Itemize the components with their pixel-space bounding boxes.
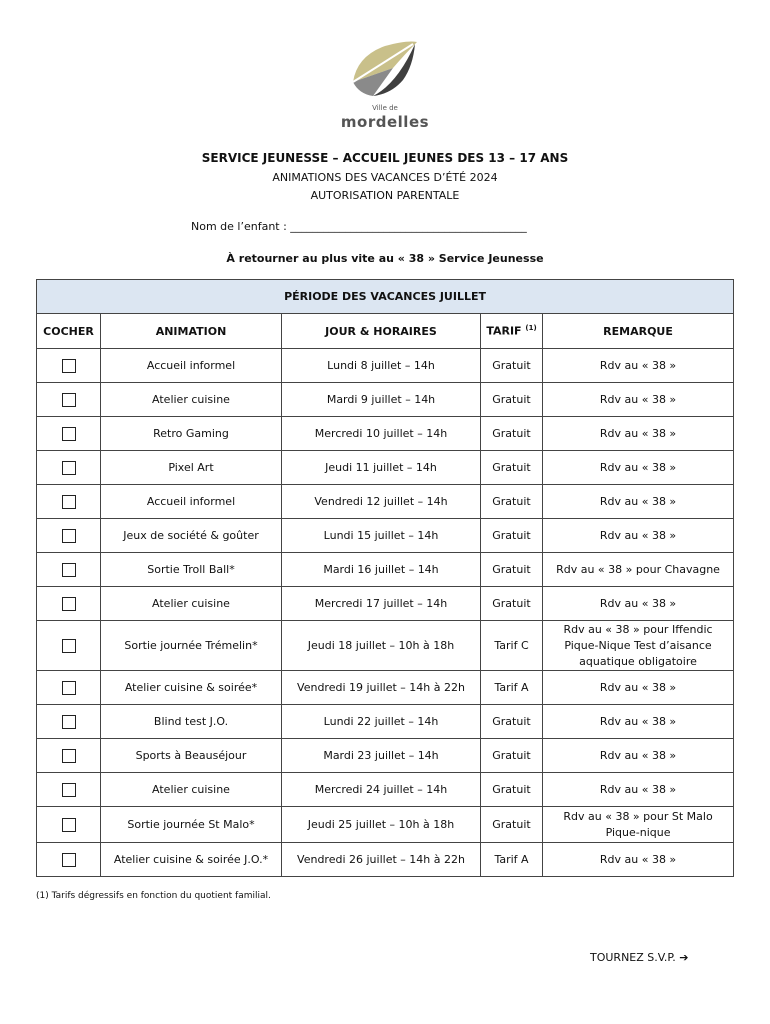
col-tarif-label: TARIF: [486, 324, 522, 338]
jour-cell: Jeudi 25 juillet – 10h à 18h: [282, 807, 481, 843]
page-title: SERVICE JEUNESSE – ACCUEIL JEUNES DES 13 – 17 ANS: [201, 151, 569, 165]
checkbox[interactable]: [62, 597, 76, 611]
remarque-line: Rdv au « 38 »: [599, 427, 677, 440]
activities-table: [36, 279, 734, 877]
table-row: [37, 621, 734, 671]
jour-cell: Lundi 8 juillet – 14h: [282, 349, 481, 383]
tarif-cell: Gratuit: [481, 587, 543, 621]
remarque-line: Rdv au « 38 »: [599, 749, 677, 762]
return-note: À retourner au plus vite au « 38 » Service Jeunesse: [226, 252, 544, 265]
col-jour: JOUR & HORAIRES: [282, 314, 481, 349]
table-row: [37, 485, 734, 519]
tarif-cell: Gratuit: [481, 519, 543, 553]
remarque-line: Rdv au « 38 »: [599, 393, 677, 406]
jour-cell: Lundi 22 juillet – 14h: [282, 705, 481, 739]
animation-cell: Jeux de société & goûter: [101, 519, 282, 553]
cocher-cell: [37, 705, 101, 739]
animation-cell: Atelier cuisine & soirée*: [101, 671, 282, 705]
leaf-logo-icon: [347, 36, 423, 102]
remarque-cell: [543, 843, 734, 877]
remarque-line: Rdv au « 38 » pour St Malo: [563, 809, 713, 823]
jour-cell: Mercredi 10 juillet – 14h: [282, 417, 481, 451]
tarif-cell: Gratuit: [481, 553, 543, 587]
remarque-cell: [543, 383, 734, 417]
table-row: [37, 553, 734, 587]
table-row: [37, 773, 734, 807]
table-row: [37, 843, 734, 877]
cocher-cell: [37, 587, 101, 621]
tarif-cell: Gratuit: [481, 705, 543, 739]
remarque-line: Rdv au « 38 »: [599, 681, 677, 694]
checkbox[interactable]: [62, 461, 76, 475]
jour-cell: Vendredi 12 juillet – 14h: [282, 485, 481, 519]
remarque-cell: [543, 519, 734, 553]
animation-cell: Atelier cuisine & soirée J.O.*: [101, 843, 282, 877]
turn-over-note: TOURNEZ S.V.P. ➔: [590, 951, 689, 964]
col-remarque: REMARQUE: [543, 314, 734, 349]
remarque-cell: [543, 417, 734, 451]
table-row: [37, 349, 734, 383]
table-row: [37, 383, 734, 417]
cocher-cell: [37, 621, 101, 671]
remarque-cell: [543, 739, 734, 773]
jour-cell: Mercredi 17 juillet – 14h: [282, 587, 481, 621]
tarif-cell: Gratuit: [481, 773, 543, 807]
tarif-footnote-mark: (1): [525, 324, 537, 333]
checkbox[interactable]: [62, 495, 76, 509]
remarque-line: aquatique obligatoire: [579, 654, 697, 668]
cocher-cell: [37, 451, 101, 485]
child-name-field[interactable]: Nom de l’enfant : ___________________________________________: [191, 220, 527, 233]
remarque-cell: [543, 705, 734, 739]
footnote: (1) Tarifs dégressifs en fonction du quotient familial.: [36, 891, 271, 901]
table-row: [37, 739, 734, 773]
tarif-cell: Gratuit: [481, 739, 543, 773]
tarif-cell: Gratuit: [481, 807, 543, 843]
checkbox[interactable]: [62, 853, 76, 867]
tarif-cell: Gratuit: [481, 383, 543, 417]
checkbox[interactable]: [62, 427, 76, 441]
tarif-cell: Tarif A: [481, 843, 543, 877]
animation-cell: Accueil informel: [101, 349, 282, 383]
animation-cell: Atelier cuisine: [101, 587, 282, 621]
animation-cell: Atelier cuisine: [101, 773, 282, 807]
remarque-cell: [543, 671, 734, 705]
cocher-cell: [37, 553, 101, 587]
logo-ville-text: Ville de: [372, 104, 398, 112]
remarque-cell: [543, 621, 734, 671]
tarif-cell: Tarif C: [481, 621, 543, 671]
mordelles-logo: [325, 36, 445, 136]
jour-cell: Mercredi 24 juillet – 14h: [282, 773, 481, 807]
remarque-cell: [543, 451, 734, 485]
table-row: [37, 671, 734, 705]
jour-cell: Vendredi 19 juillet – 14h à 22h: [282, 671, 481, 705]
remarque-line: Rdv au « 38 »: [599, 853, 677, 866]
cocher-cell: [37, 349, 101, 383]
tarif-cell: Gratuit: [481, 349, 543, 383]
checkbox[interactable]: [62, 681, 76, 695]
remarque-cell: [543, 349, 734, 383]
table-row: [37, 705, 734, 739]
remarque-line: Rdv au « 38 »: [599, 597, 677, 610]
table-row: [37, 807, 734, 843]
remarque-line: Rdv au « 38 »: [599, 495, 677, 508]
logo-brand-text: mordelles: [340, 113, 430, 131]
jour-cell: Lundi 15 juillet – 14h: [282, 519, 481, 553]
checkbox[interactable]: [62, 529, 76, 543]
remarque-line: Rdv au « 38 » pour Chavagne: [556, 563, 720, 576]
remarque-line: Pique-Nique Test d’aisance: [564, 638, 712, 652]
checkbox[interactable]: [62, 715, 76, 729]
animation-cell: Blind test J.O.: [101, 705, 282, 739]
animation-cell: Sortie journée St Malo*: [101, 807, 282, 843]
tarif-cell: Tarif A: [481, 671, 543, 705]
remarque-line: Rdv au « 38 »: [599, 783, 677, 796]
period-title: PÉRIODE DES VACANCES JUILLET: [37, 280, 734, 314]
subtitle-authorisation: AUTORISATION PARENTALE: [310, 189, 460, 202]
tarif-cell: Gratuit: [481, 451, 543, 485]
remarque-cell: [543, 587, 734, 621]
checkbox[interactable]: [62, 639, 76, 653]
animation-cell: Accueil informel: [101, 485, 282, 519]
checkbox[interactable]: [62, 359, 76, 373]
remarque-line: Rdv au « 38 »: [599, 359, 677, 372]
jour-cell: Jeudi 11 juillet – 14h: [282, 451, 481, 485]
remarque-line: Rdv au « 38 »: [599, 715, 677, 728]
tarif-cell: Gratuit: [481, 485, 543, 519]
remarque-cell: [543, 807, 734, 843]
checkbox[interactable]: [62, 393, 76, 407]
table-row: [37, 417, 734, 451]
animation-cell: Pixel Art: [101, 451, 282, 485]
remarque-cell: [543, 485, 734, 519]
jour-cell: Mardi 23 juillet – 14h: [282, 739, 481, 773]
remarque-cell: [543, 773, 734, 807]
remarque-line: Rdv au « 38 »: [599, 461, 677, 474]
animation-cell: Sortie journée Trémelin*: [101, 621, 282, 671]
checkbox[interactable]: [62, 818, 76, 832]
checkbox[interactable]: [62, 749, 76, 763]
jour-cell: Jeudi 18 juillet – 10h à 18h: [282, 621, 481, 671]
cocher-cell: [37, 671, 101, 705]
table-row: [37, 587, 734, 621]
cocher-cell: [37, 843, 101, 877]
cocher-cell: [37, 739, 101, 773]
jour-cell: Mardi 9 juillet – 14h: [282, 383, 481, 417]
col-cocher: COCHER: [37, 314, 101, 349]
checkbox[interactable]: [62, 783, 76, 797]
table-row: [37, 519, 734, 553]
cocher-cell: [37, 417, 101, 451]
remarque-cell: [543, 553, 734, 587]
checkbox[interactable]: [62, 563, 76, 577]
animation-cell: Sports à Beauséjour: [101, 739, 282, 773]
jour-cell: Mardi 16 juillet – 14h: [282, 553, 481, 587]
table-row: [37, 451, 734, 485]
cocher-cell: [37, 383, 101, 417]
remarque-line: Pique-nique: [605, 825, 671, 839]
animation-cell: Retro Gaming: [101, 417, 282, 451]
jour-cell: Vendredi 26 juillet – 14h à 22h: [282, 843, 481, 877]
remarque-line: Rdv au « 38 » pour Iffendic: [563, 622, 713, 636]
cocher-cell: [37, 773, 101, 807]
cocher-cell: [37, 807, 101, 843]
col-tarif: [481, 314, 543, 349]
cocher-cell: [37, 519, 101, 553]
cocher-cell: [37, 485, 101, 519]
subtitle: ANIMATIONS DES VACANCES D’ÉTÉ 2024: [272, 171, 498, 184]
tarif-cell: Gratuit: [481, 417, 543, 451]
col-animation: ANIMATION: [101, 314, 282, 349]
remarque-line: Rdv au « 38 »: [599, 529, 677, 542]
animation-cell: Sortie Troll Ball*: [101, 553, 282, 587]
animation-cell: Atelier cuisine: [101, 383, 282, 417]
